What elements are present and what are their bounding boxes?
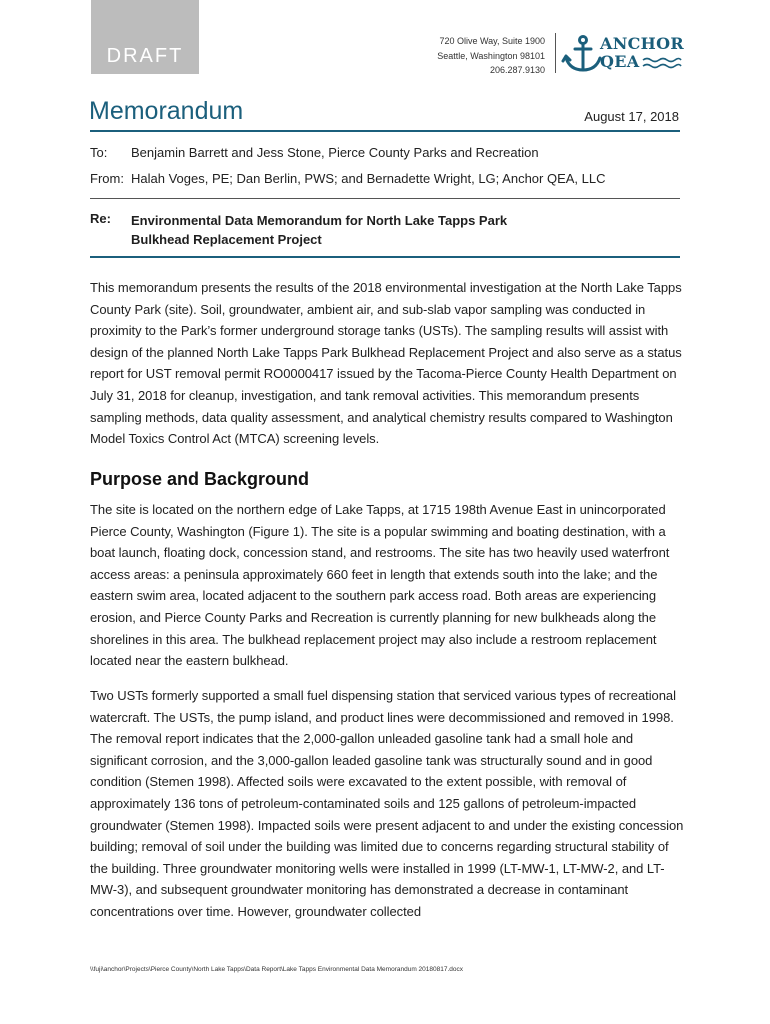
- waves-icon: [642, 55, 682, 71]
- re-subject: [131, 211, 561, 249]
- re-line-1: Environmental Data Memorandum for North Lake Tapps Park: [131, 213, 508, 228]
- memo-date: August 17, 2018: [584, 109, 679, 124]
- address-line-1: 720 Olive Way, Suite 1900: [439, 36, 545, 46]
- from-row: [90, 171, 606, 186]
- footer-file-path: \\fuji\anchor\Projects\Pierce County\North Lake Tapps\Data Report\Lake Tapps Environmental Data Memorandum 20180817.docx: [90, 966, 463, 973]
- title-rule: [90, 130, 680, 132]
- memo-title: Memorandum: [89, 97, 244, 125]
- background-paragraph: The site is located on the northern edge of Lake Tapps, at 1715 198th Avenue East in unincorporated Pierce County, Washington (Figure 1). The site is a popular swimming and boating destination, with a boat launch, floating dock, concession stand, and restrooms. The site has two heavily used waterfront access areas: a peninsula approximately 660 feet in length that extends south into the lake; and the eastern swim area, located adjacent to the southern park access road. Both areas are experiencing erosion, and Pierce County Parks and Recreation is currently planning for new bulkheads along the shorelines in this area. The bulkhead replacement project may also include a restroom replacement located near the eastern bulkhead.: [90, 502, 670, 669]
- intro-paragraph: This memorandum presents the results of the 2018 environmental investigation at the North Lake Tapps County Park (site). Soil, groundwater, ambient air, and sub-slab vapor sampling was conducted in proximity to the Park’s former underground storage tanks (USTs). The sampling results will assist with design of the planned North Lake Tapps Park Bulkhead Replacement Project and also serve as a status report for UST removal permit RO0000417 issued by the Tacoma-Pierce County Health Department on July 31, 2018 for cleanup, investigation, and tank removal activities. This memorandum presents sampling methods, data quality assessment, and analytical chemistry results compared to Washington Model Toxics Control Act (MTCA) screening levels.: [90, 280, 682, 447]
- subject-rule: [90, 256, 680, 258]
- from-value: Halah Voges, PE; Dan Berlin, PWS; and Bernadette Wright, LG; Anchor QEA, LLC: [131, 171, 606, 186]
- ust-paragraph: Two USTs formerly supported a small fuel dispensing station that serviced various types of recreational watercraft. The USTs, the pump island, and product lines were decommissioned and removed in 1998. The removal report indicates that the 2,000-gallon unleaded gasoline tank had a small hole and significant corrosion, and the 3,000-gallon leaded gasoline tank was structurally sound and in good condition (Stemen 1998). Affected soils were excavated to the extent possible, with removal of approximately 136 tons of petroleum-contaminated soils and 125 gallons of petroleum-impacted groundwater (Stemen 1998). Impacted soils were present adjacent to and under the existing concession building; removal of soil under the building was limited due to concerns regarding structural stability of the building. Three groundwater monitoring wells were installed in 1999 (LT-MW-1, LT-MW-2, and LT-MW-3), and subsequent groundwater monitoring has demonstrated a decrease in contaminant concentrations over time. However, groundwater collected: [90, 688, 684, 919]
- logo-line-2: QEA: [600, 52, 640, 71]
- draft-watermark-box: [91, 0, 199, 74]
- to-value: Benjamin Barrett and Jess Stone, Pierce County Parks and Recreation: [131, 145, 539, 160]
- to-row: [90, 145, 539, 160]
- to-label: To:: [90, 145, 108, 160]
- anchor-icon: [561, 32, 605, 76]
- draft-label: DRAFT: [106, 45, 184, 67]
- logo-line-1: ANCHOR: [600, 34, 684, 53]
- letterhead-address: [437, 34, 545, 78]
- re-line-2: Bulkhead Replacement Project: [131, 232, 322, 247]
- header-divider: [90, 198, 680, 199]
- phone-number: 206.287.9130: [489, 65, 545, 75]
- from-label: From:: [90, 171, 124, 186]
- section-heading: Purpose and Background: [90, 469, 310, 489]
- letterhead-divider: [555, 33, 556, 73]
- re-label: Re:: [90, 211, 111, 226]
- address-line-2: Seattle, Washington 98101: [437, 50, 545, 61]
